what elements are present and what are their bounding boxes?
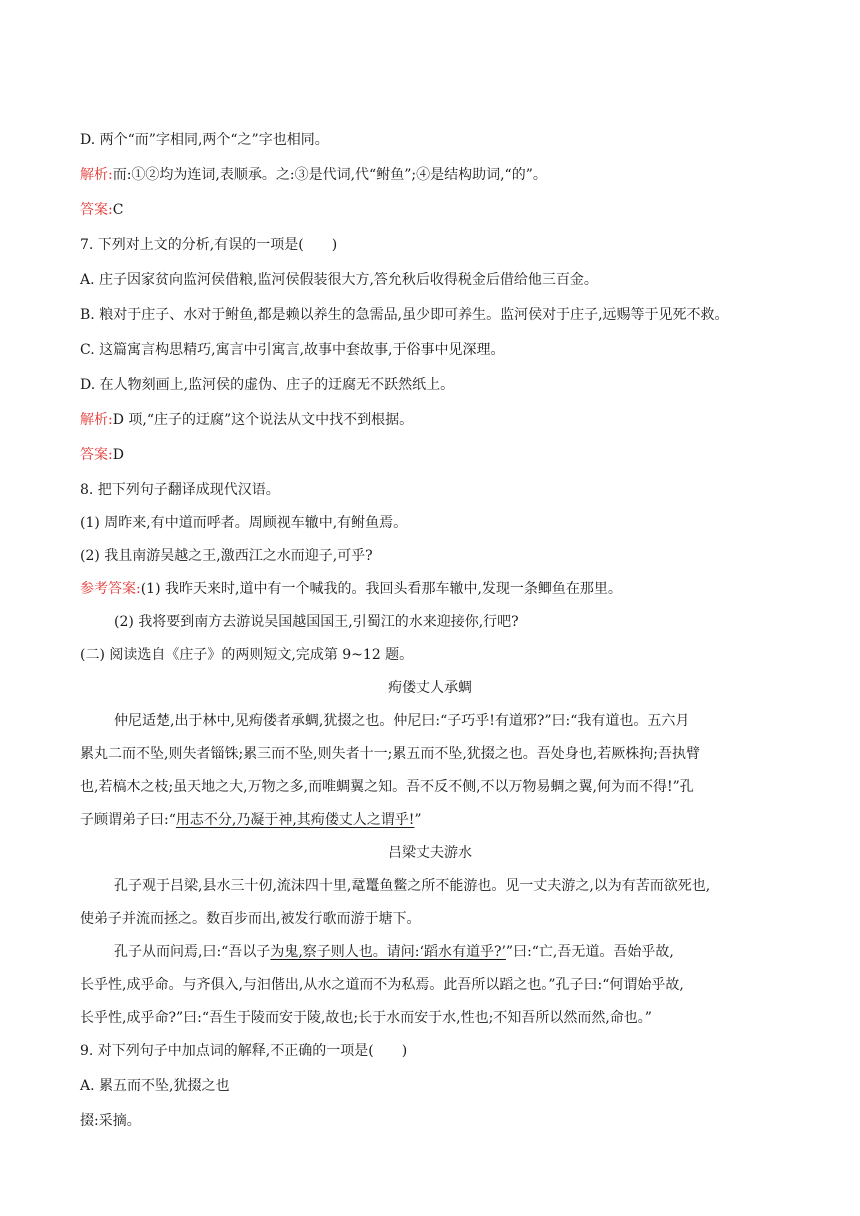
q7-option-a: A. 庄子因家贫向监河侯借粮,监河侯假装很大方,答允秋后收得税金后借给他三百金。 [80, 272, 598, 288]
q7-stem: 7. 下列对上文的分析,有误的一项是( ) [80, 237, 338, 253]
section-2-intro: (二) 阅读选自《庄子》的两则短文,完成第 9~12 题。 [80, 647, 414, 663]
passage-2-line-3-end: ”曰:“亡,吾无道。吾始乎故, [505, 944, 674, 960]
passage-2-line-5: 长乎性,成乎命?”曰:“吾生于陵而安于陵,故也;长于水而安于水,性也;不知吾所以然而然,命也。” [80, 1010, 652, 1026]
q6-analysis [80, 165, 547, 185]
q7-option-c: C. 这篇寓言构思精巧,寓言中引寓言,故事中套故事,于俗事中见深理。 [80, 342, 505, 358]
q7-answer [80, 445, 124, 465]
q8-stem: 8. 把下列句子翻译成现代汉语。 [80, 482, 280, 498]
q7-option-b: B. 粮对于庄子、水对于鲋鱼,都是赖以养生的急需品,虽少即可养生。监河侯对于庄子,远赐等于见死不救。 [80, 307, 729, 323]
answer-value: C [112, 202, 124, 218]
passage-2-line-1: 孔子观于吕梁,县水三十仞,流沫四十里,鼋鼍鱼鳖之所不能游也。见一丈夫游之,以为有苦而欲死也, [114, 878, 711, 894]
underlined-sentence-1: 用志不分,乃凝于神,其痀偻丈人之谓乎! [175, 812, 415, 828]
analysis-text: D 项,“庄子的迂腐”这个说法从文中找不到根据。 [112, 412, 414, 428]
q9-gloss: 掇:采摘。 [80, 1113, 141, 1129]
q8-reference-2: (2) 我将要到南方去游说吴国越国国王,引蜀江的水来迎接你,行吧? [114, 614, 519, 630]
passage-1-line-3: 也,若槁木之枝;虽天地之大,万物之多,而唯蜩翼之知。吾不反不侧,不以万物易蜩之翼,何为而不得!”孔 [80, 779, 694, 795]
q8-sentence-1: (1) 周昨来,有中道而呼者。周顾视车辙中,有鲋鱼焉。 [80, 515, 408, 531]
q8-reference-1 [80, 579, 622, 599]
reference-text-1: (1) 我昨天来时,道中有一个喊我的。我回头看那车辙中,发现一条鲫鱼在那里。 [140, 581, 622, 597]
q7-analysis [80, 410, 413, 430]
q6-option-d: D. 两个“而”字相同,两个“之”字也相同。 [80, 132, 329, 148]
analysis-label: 解析: [80, 412, 113, 428]
q7-option-d: D. 在人物刻画上,监河侯的虚伪、庄子的迂腐无不跃然纸上。 [80, 377, 455, 393]
passage-2-line-3 [114, 942, 674, 962]
answer-value: D [112, 447, 124, 463]
analysis-text: 而:①②均为连词,表顺承。之:③是代词,代“鲋鱼”;④是结构助词,“的”。 [112, 167, 547, 183]
passage-1-line-2: 累丸二而不坠,则失者锱铢;累三而不坠,则失者十一;累五而不坠,犹掇之也。吾处身也,若厥株拘;吾执臂 [80, 746, 700, 762]
underlined-sentence-2: 为鬼,察子则人也。请问:‘蹈水有道乎?’ [270, 944, 506, 960]
passage-2-line-2: 使弟子并流而拯之。数百步而出,被发行歌而游于塘下。 [80, 911, 421, 927]
passage-1-line-1: 仲尼适楚,出于林中,见痀偻者承蜩,犹掇之也。仲尼曰:“子巧乎!有道邪?”曰:“我有道也。五六月 [114, 713, 690, 729]
passage-1-line-4-end: ” [414, 812, 422, 828]
passage-1-title: 痀偻丈人承蜩 [388, 680, 472, 696]
passage-1-line-4-start: 子顾谓弟子曰:“ [80, 812, 176, 828]
passage-2-title: 吕梁丈夫游水 [388, 845, 472, 861]
passage-2-line-3-start: 孔子从而问焉,曰:“吾以子 [114, 944, 271, 960]
q6-answer [80, 200, 123, 220]
reference-label: 参考答案: [80, 581, 141, 597]
q8-sentence-2: (2) 我且南游吴越之王,激西江之水而迎子,可乎? [80, 548, 373, 564]
answer-label: 答案: [80, 202, 113, 218]
analysis-label: 解析: [80, 167, 113, 183]
answer-label: 答案: [80, 447, 113, 463]
passage-1-line-4 [80, 810, 422, 830]
passage-2-line-4: 长乎性,成乎命。与齐俱入,与汩偕出,从水之道而不为私焉。此吾所以蹈之也。”孔子曰:“何谓始乎故, [80, 977, 684, 993]
q9-option-a: A. 累五而不坠,犹掇之也 [80, 1078, 230, 1094]
q9-stem: 9. 对下列句子中加点词的解释,不正确的一项是( ) [80, 1043, 408, 1059]
